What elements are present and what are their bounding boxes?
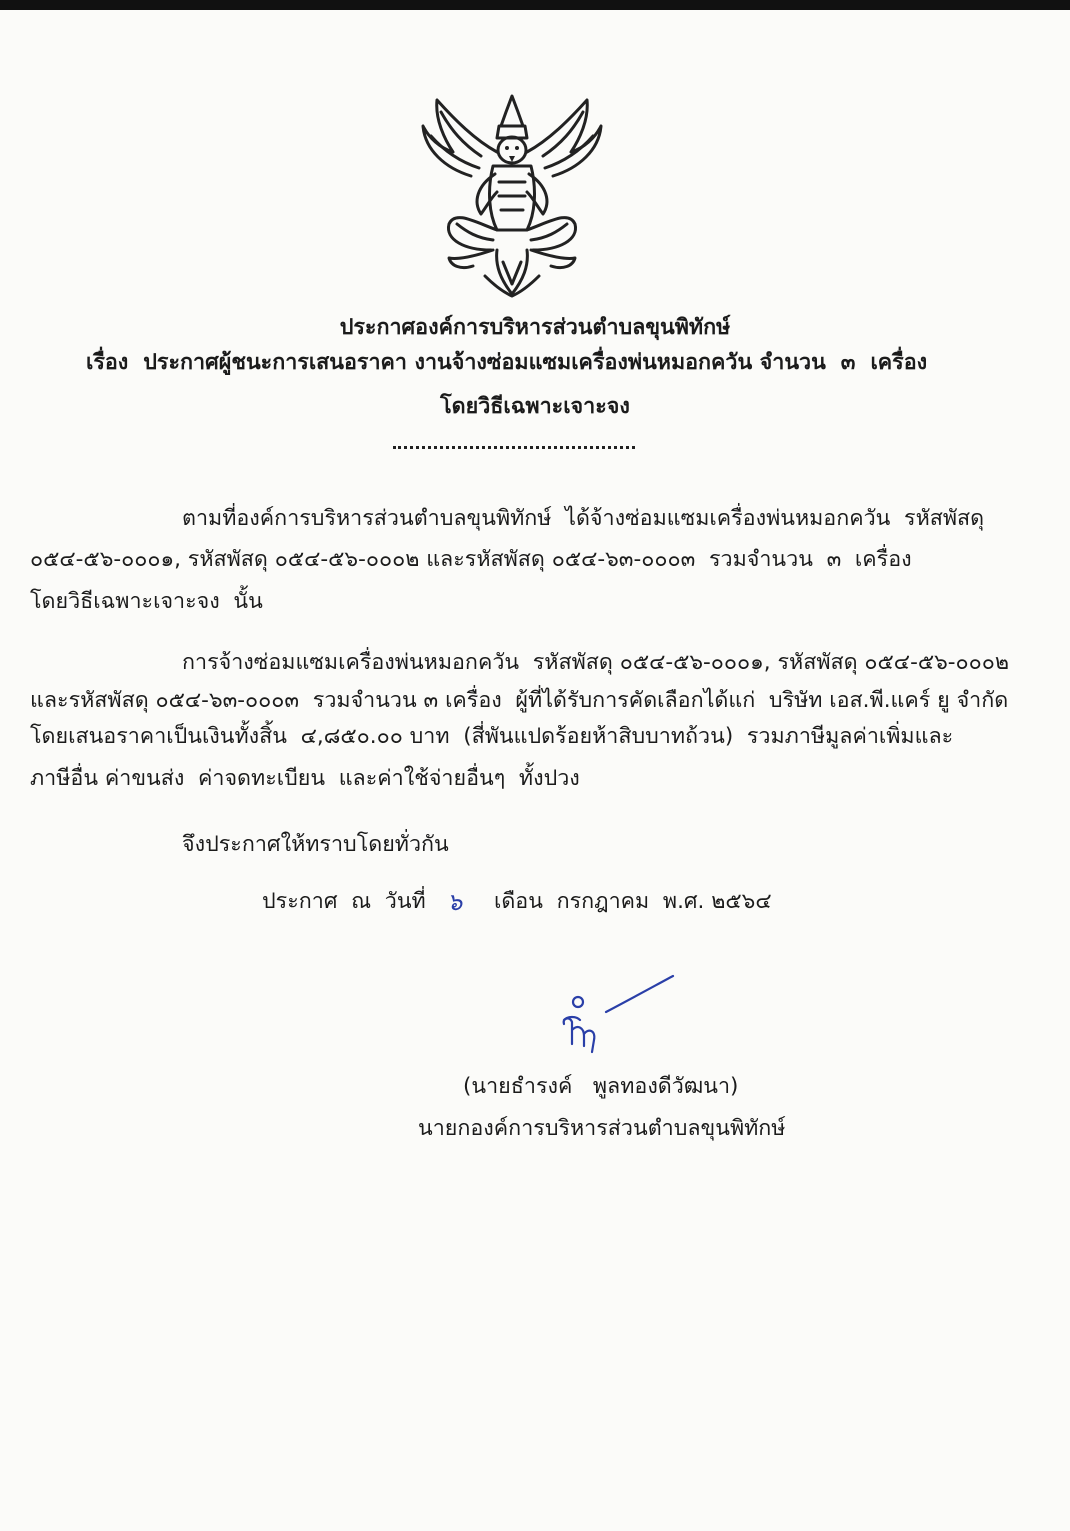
- title-divider: [393, 446, 635, 452]
- document-title: ประกาศองค์การบริหารส่วนตำบลขุนพิทักษ์: [339, 315, 731, 340]
- paragraph-2-line-3: โดยเสนอราคาเป็นเงินทั้งสิ้น ๔,๘๕๐.๐๐ บาท (สี่พันแปดร้อยห้าสิบบาทถ้วน) รวมภาษีมูลค่าเพิ่มและ: [30, 724, 954, 749]
- date-prefix: ประกาศ ณ วันที่: [262, 889, 426, 914]
- paragraph-1-line-1: ตามที่องค์การบริหารส่วนตำบลขุนพิทักษ์ ได้จ้างซ่อมแซมเครื่องพ่นหมอกควัน รหัสพัสดุ: [182, 506, 985, 531]
- document-subject: เรื่อง ประกาศผู้ชนะการเสนอราคา งานจ้างซ่อมแซมเครื่องพ่นหมอกควัน จำนวน ๓ เครื่อง: [86, 350, 928, 375]
- date-day-handwritten: ๖: [447, 888, 463, 916]
- signatory-name: (นายธำรงค์ พูลทองดีวัฒนา): [463, 1074, 739, 1099]
- date-month-year: เดือน กรกฎาคม พ.ศ. ๒๕๖๔: [494, 889, 772, 914]
- signatory-position: นายกองค์การบริหารส่วนตำบลขุนพิทักษ์: [418, 1116, 786, 1141]
- closing-statement: จึงประกาศให้ทราบโดยทั่วกัน: [182, 832, 449, 857]
- paragraph-2-line-1: การจ้างซ่อมแซมเครื่องพ่นหมอกควัน รหัสพัสดุ ๐๕๔-๕๖-๐๐๐๑, รหัสพัสดุ ๐๕๔-๕๖-๐๐๐๒: [182, 650, 1010, 675]
- procurement-method: โดยวิธีเฉพาะเจาะจง: [440, 394, 630, 419]
- paragraph-1-line-3: โดยวิธีเฉพาะเจาะจง นั้น: [30, 589, 263, 614]
- paragraph-2-line-2: และรหัสพัสดุ ๐๕๔-๖๓-๐๐๐๓ รวมจำนวน ๓ เครื่อง ผู้ที่ได้รับการคัดเลือกได้แก่ บริษัท เอส.พี.แคร์ ยู จำกัด: [30, 688, 1009, 713]
- signature-mark: [558, 972, 683, 1072]
- paragraph-1-line-2: ๐๕๔-๕๖-๐๐๐๑, รหัสพัสดุ ๐๕๔-๕๖-๐๐๐๒ และรหัสพัสดุ ๐๕๔-๖๓-๐๐๐๓ รวมจำนวน ๓ เครื่อง: [30, 547, 912, 572]
- garuda-emblem-icon: [415, 90, 610, 305]
- paragraph-2-line-4: ภาษีอื่น ค่าขนส่ง ค่าจดทะเบียน และค่าใช้จ่ายอื่นๆ ทั้งปวง: [30, 766, 580, 791]
- document-page: [0, 10, 1070, 1531]
- scan-top-border: [0, 0, 1070, 10]
